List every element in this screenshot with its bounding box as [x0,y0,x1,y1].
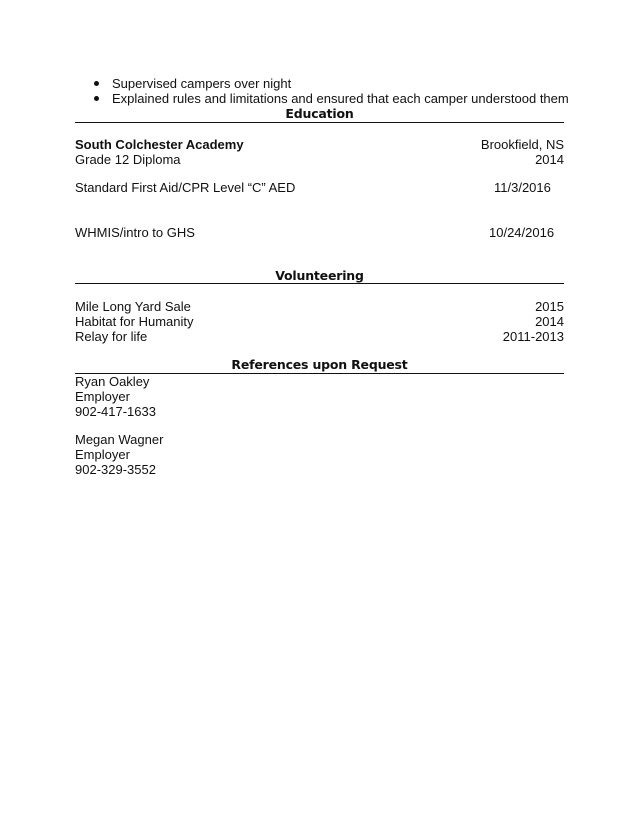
education-divider [75,122,564,123]
diploma-year: 2014 [535,152,564,167]
volunteer-item-name: Relay for life [75,329,148,344]
education-heading: Education [285,106,354,121]
certification-whmis-date: 10/24/2016 [489,225,555,240]
references-heading: References upon Request [231,357,408,372]
reference-phone: 902-417-1633 [75,404,156,419]
volunteer-item-year: 2011-2013 [502,329,564,344]
diploma-name: Grade 12 Diploma [75,152,181,167]
reference-role: Employer [75,447,130,462]
reference-name: Ryan Oakley [75,374,150,389]
reference-name: Megan Wagner [75,432,164,447]
volunteering-heading: Volunteering [275,268,364,283]
volunteer-item-name: Habitat for Humanity [75,314,194,329]
duties-list [94,76,569,106]
volunteer-item-name: Mile Long Yard Sale [75,299,191,314]
volunteering-divider [75,283,564,284]
certification-whmis: WHMIS/intro to GHS [75,225,195,240]
school-location: Brookfield, NS [480,137,564,152]
reference-role: Employer [75,389,130,404]
list-item [94,76,569,91]
bullet-icon [94,96,99,101]
list-item-text: Explained rules and limitations and ensured that each camper understood them [112,91,569,106]
volunteer-item-year: 2014 [535,314,564,329]
volunteer-item-year: 2015 [535,299,564,314]
school-name: South Colchester Academy [75,137,244,152]
list-item [94,91,569,106]
certification-first-aid-date: 11/3/2016 [494,180,551,195]
certification-first-aid: Standard First Aid/CPR Level “C” AED [75,180,296,195]
bullet-icon [94,81,99,86]
reference-phone: 902-329-3552 [75,462,156,477]
list-item-text: Supervised campers over night [112,76,292,91]
